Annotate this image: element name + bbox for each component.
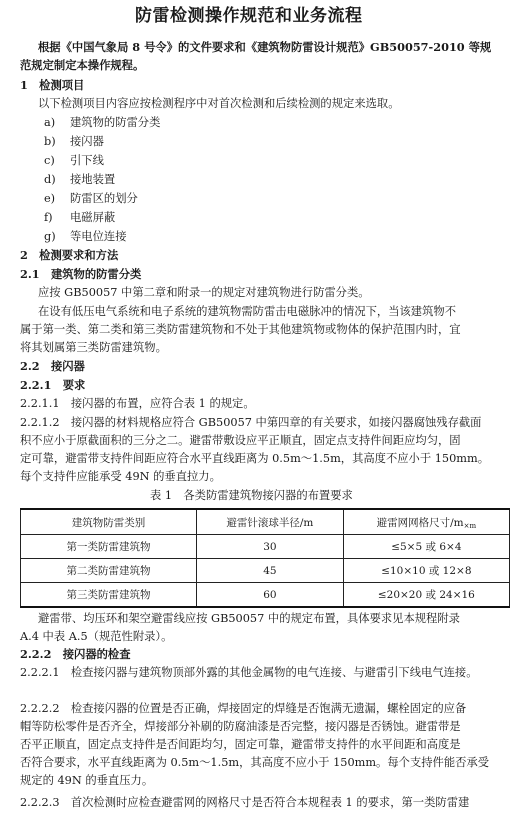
table-cell: ≤20×20 或 24×16 bbox=[343, 583, 509, 608]
list-item-mark: c) bbox=[44, 154, 55, 167]
list-item: 引下线 bbox=[70, 154, 104, 167]
clause-2-2-1-2-line: 2.2.1.2 接闪器的材料规格应符合 GB50057 中第四章的有关要求，如接闪器腐蚀残存截面 bbox=[20, 416, 482, 429]
after-table-line: 避雷带、均压环和架空避雷线应按 GB50057 中的规定布置，具体要求见本规程附录 bbox=[38, 612, 460, 625]
section-2-2-heading: 2.2 接闪器 bbox=[20, 359, 85, 373]
list-item-mark: d) bbox=[44, 173, 56, 186]
table-header-cell: 建筑物防雷类别 bbox=[21, 509, 197, 535]
list-item-mark: f) bbox=[44, 211, 53, 224]
table-cell: 第三类防雷建筑物 bbox=[21, 583, 197, 608]
list-item-mark: a) bbox=[44, 116, 56, 129]
clause-2-2-2-2-line: 规定的 49N 的垂直压力。 bbox=[20, 774, 154, 787]
section-1-heading: 1 检测项目 bbox=[20, 78, 85, 92]
table-header-subscript: ×m bbox=[463, 521, 477, 530]
section-2-1-para-2-line: 在设有低压电气系统和电子系统的建筑物需防雷击电磁脉冲的情况下，当该建筑物不 bbox=[38, 305, 456, 318]
list-item: 接地装置 bbox=[70, 173, 116, 186]
list-item-mark: g) bbox=[44, 230, 56, 243]
document-title: 防雷检测操作规范和业务流程 bbox=[135, 6, 363, 26]
table-row bbox=[21, 535, 510, 559]
arrangement-table bbox=[20, 508, 510, 608]
section-2-heading: 2 检测要求和方法 bbox=[20, 248, 119, 262]
clause-2-2-2-2-line: 否符合要求，水平直线距离为 0.5m～1.5m，其高度不应小于 150mm。每个支持件能否承受 bbox=[20, 756, 490, 769]
list-item: 电磁屏蔽 bbox=[70, 211, 116, 224]
table-header-cell bbox=[343, 509, 509, 535]
section-2-2-2-heading: 2.2.2 接闪器的检查 bbox=[20, 647, 131, 661]
section-2-1-para-1: 应按 GB50057 中第二章和附录一的规定对建筑物进行防雷分类。 bbox=[38, 286, 370, 299]
table-cell: 第二类防雷建筑物 bbox=[21, 559, 197, 583]
section-2-1-para-2-line: 将其划属第三类防雷建筑物。 bbox=[20, 341, 167, 354]
clause-2-2-2-1: 2.2.2.1 检查接闪器与建筑物顶部外露的其他金属物的电气连接、与避雷引下线电气连接。 bbox=[20, 666, 478, 679]
list-item-mark: e) bbox=[44, 192, 56, 205]
table-cell: 第一类防雷建筑物 bbox=[21, 535, 197, 559]
list-item-mark: b) bbox=[44, 135, 56, 148]
table-row bbox=[21, 583, 510, 608]
intro-line-2: 范规定制定本操作规程。 bbox=[20, 58, 145, 72]
table-header-row bbox=[21, 509, 510, 535]
table-cell: 45 bbox=[197, 559, 344, 583]
list-item: 接闪器 bbox=[70, 135, 104, 148]
section-1-text: 以下检测项目内容应按检测程序中对首次检测和后续检测的规定来选取。 bbox=[38, 97, 400, 110]
table-cell: 30 bbox=[197, 535, 344, 559]
table-header-cell: 避雷针滚球半径/m bbox=[197, 509, 344, 535]
clause-2-2-2-2-line: 否平正顺直，固定点支持件是否间距均匀，固定可靠，避雷带支持件的水平间距和高度是 bbox=[20, 738, 461, 751]
section-2-1-para-2-line: 属于第一类、第二类和第三类防雷建筑物和不处于其他建筑物或物体的保护范围内时，宜 bbox=[20, 323, 461, 336]
clause-2-2-2-2-line: 帽等防松零件是否齐全，焊接部分补刷的防腐油漆是否完整，接闪器是否锈蚀。避雷带是 bbox=[20, 720, 461, 733]
table-cell: 60 bbox=[197, 583, 344, 608]
clause-2-2-2-2-line: 2.2.2.2 检查接闪器的位置是否正确，焊接固定的焊缝是否饱满无遗漏，螺栓固定的应备 bbox=[20, 702, 467, 715]
table-row bbox=[21, 559, 510, 583]
table-header-text: 避雷网网格尺寸/m bbox=[376, 516, 464, 529]
clause-2-2-1-2-line: 积不应小于原截面积的三分之二。避雷带敷设应平正顺直，固定点支持件间距应均匀，固 bbox=[20, 434, 461, 447]
table-cell: ≤5×5 或 6×4 bbox=[343, 535, 509, 559]
section-2-1-heading: 2.1 建筑物的防雷分类 bbox=[20, 267, 142, 281]
table-caption: 表 1 各类防雷建筑物接闪器的布置要求 bbox=[150, 489, 353, 502]
list-item: 等电位连接 bbox=[70, 230, 127, 243]
clause-2-2-1-2-line: 定可靠，避雷带支持件间距应符合水平直线距离为 0.5m～1.5m，其高度不应小于 150mm。 bbox=[20, 452, 490, 465]
table-cell: ≤10×10 或 12×8 bbox=[343, 559, 509, 583]
clause-2-2-1-1: 2.2.1.1 接闪器的布置，应符合表 1 的规定。 bbox=[20, 397, 255, 410]
clause-2-2-2-3: 2.2.2.3 首次检测时应检查避雷网的网格尺寸是否符合本规程表 1 的要求，第一类防雷建 bbox=[20, 796, 470, 809]
intro-line-1: 根据《中国气象局 8 号令》的文件要求和《建筑物防雷设计规范》GB50057-2010 等规 bbox=[38, 40, 492, 54]
section-2-2-1-heading: 2.2.1 要求 bbox=[20, 378, 86, 392]
list-item: 防雷区的划分 bbox=[70, 192, 138, 205]
list-item: 建筑物的防雷分类 bbox=[70, 116, 161, 129]
after-table-line: A.4 中表 A.5（规范性附录）。 bbox=[20, 630, 173, 643]
clause-2-2-1-2-line: 每个支持件应能承受 49N 的垂直拉力。 bbox=[20, 470, 221, 483]
